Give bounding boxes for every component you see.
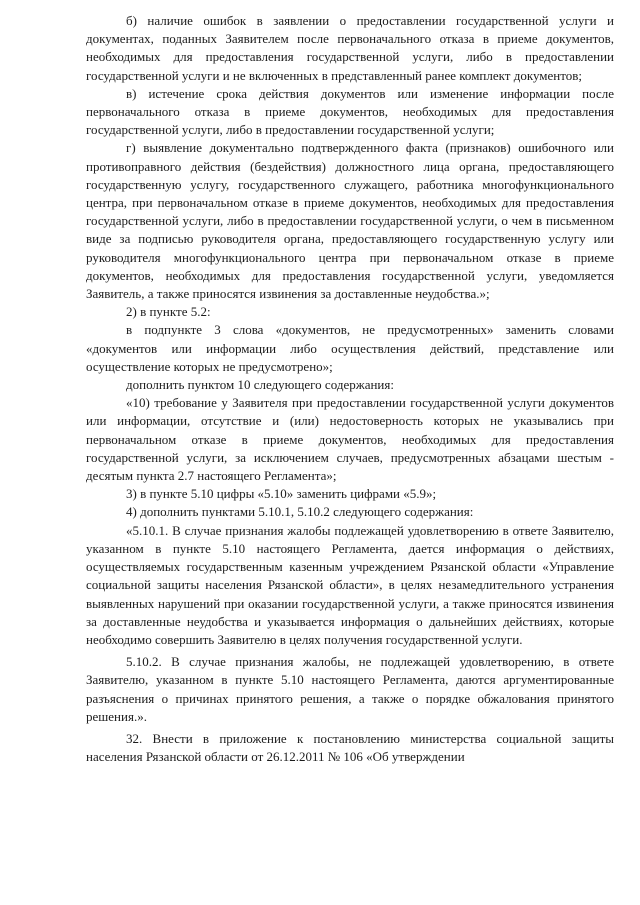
paragraph-subitem-3: в подпункте 3 слова «документов, не предусмотренных» заменить словами «документов или информации либо осуществления действий, представление или осуществление которых не предусмотрено»; xyxy=(86,322,614,374)
paragraph-v-expiry: в) истечение срока действия документов или изменение информации после первоначального отказа в приеме документов, необходимых для предоставления государственной услуги, либо в предоставлении государственной услуги; xyxy=(86,85,614,138)
paragraph-item-3: 3) в пункте 5.10 цифры «5.10» заменить цифрами «5.9»; xyxy=(126,486,437,502)
document-page xyxy=(86,12,614,766)
paragraph-item-4: 4) дополнить пунктами 5.10.1, 5.10.2 следующего содержания: xyxy=(126,504,474,520)
paragraph-item-10-text: «10) требование у Заявителя при предоставлении государственной услуги документов или информации, отсутствие и (или) недостоверность которых не указывались при первоначальном отказе в приеме документов, необходимых для предоставления государственной услуги, за исключением случаев, предусмотренных абзацами шестым - десятым пункта 2.7 настоящего Регламента»; xyxy=(86,395,614,484)
paragraph-add-item-10: дополнить пунктом 10 следующего содержания: xyxy=(126,377,394,393)
paragraph-g-violation: г) выявление документально подтвержденного факта (признаков) ошибочного или противоправного действия (бездействия) должностного лица органа, предоставляющего государственную услугу, государственного служащего, работника многофункционального центра, при первоначальном отказе в приеме документов, необходимых для предоставления государственной услуги, либо в предоставлении государственной услуги, о чем в письменном виде за подписью руководителя органа, предоставляющего государственную услугу или руководителя многофункционального центра при первоначальном отказе в приеме документов, необходимых для предоставления государственной услуги, уведомляется Заявитель, а также приносятся извинения за доставленные неудобства.»; xyxy=(86,140,614,302)
paragraph-item-2: 2) в пункте 5.2: xyxy=(126,304,211,320)
paragraph-5-10-2: 5.10.2. В случае признания жалобы, не подлежащей удовлетворению, в ответе Заявителю, указанном в пункте 5.10 настоящего Регламента, даются аргументированные разъяснения о причинах принятого решения, а также о порядке обжалования принятого решения.». xyxy=(86,654,614,724)
paragraph-32: 32. Внести в приложение к постановлению министерства социальной защиты населения Рязанской области от 26.12.2011 № 106 «Об утверждении xyxy=(86,730,614,765)
paragraph-b-errors: б) наличие ошибок в заявлении о предоставлении государственной услуги и документах, поданных Заявителем после первоначального отказа в приеме документов, необходимых для предоставления государственной услуги, либо в предоставлении государственной услуги и не включенных в представленный ранее комплект документов; xyxy=(86,13,614,83)
paragraph-5-10-1: «5.10.1. В случае признания жалобы подлежащей удовлетворению в ответе Заявителю, указанном в пункте 5.10 настоящего Регламента, дается информация о действиях, осуществляемых государственным казенным учреждением Рязанской области «Управление социальной защиты населения Рязанской области», в целях незамедлительного устранения выявленных нарушений при оказании государственной услуги, а также приносятся извинения за доставленные неудобства и указывается информация о дальнейших действиях, которые необходимо совершить Заявителю в целях получения государственной услуги. xyxy=(86,522,614,647)
